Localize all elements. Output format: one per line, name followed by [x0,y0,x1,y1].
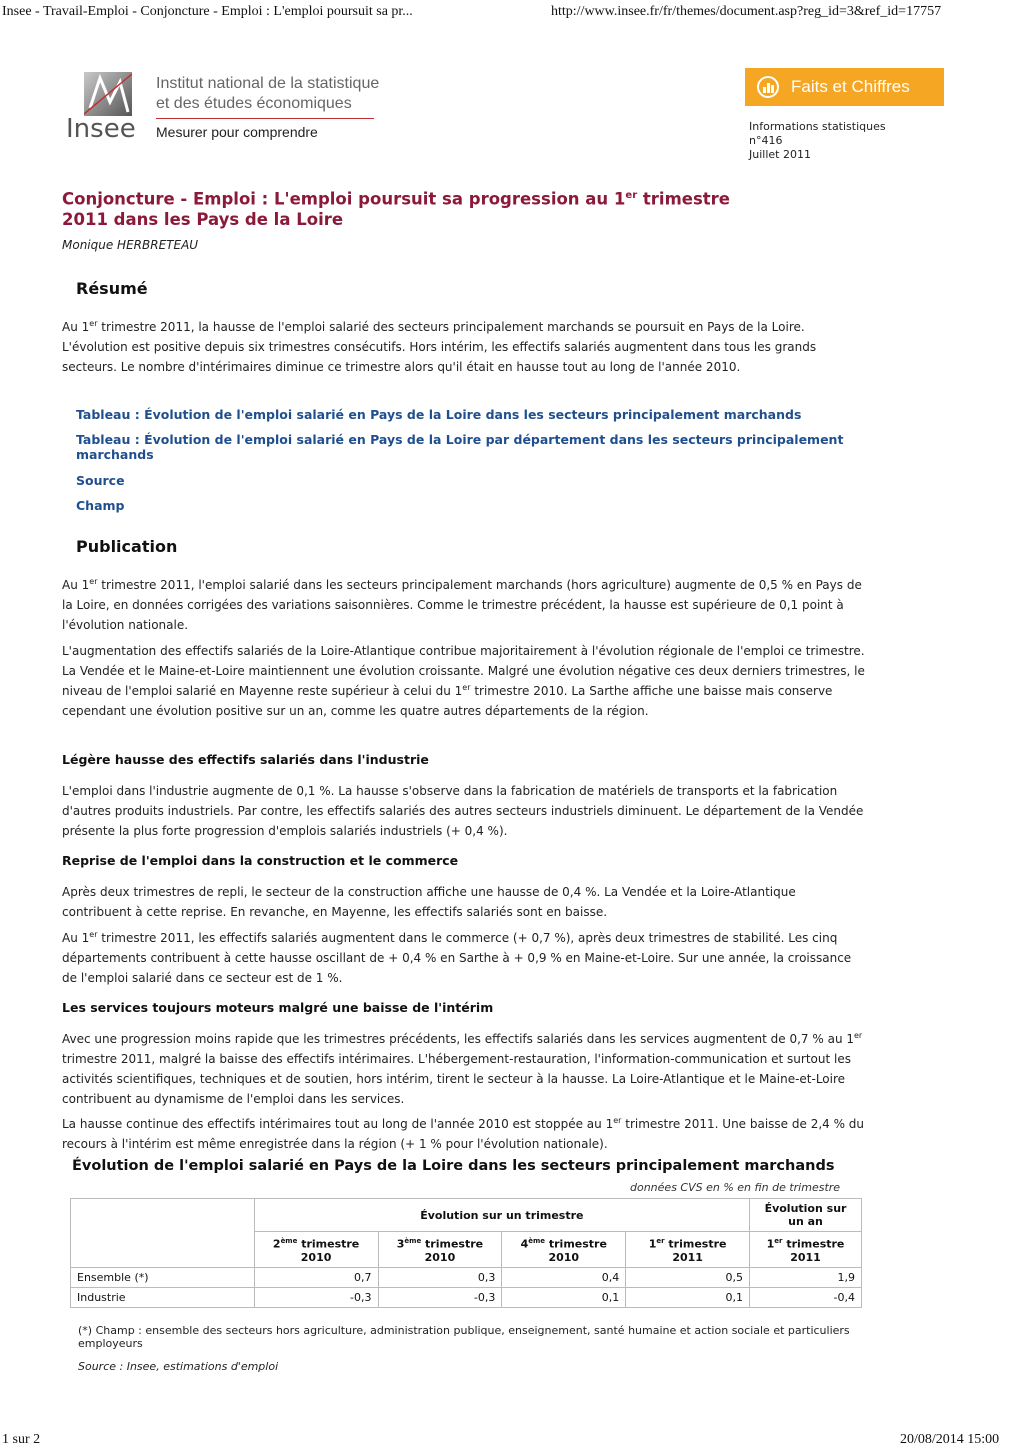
p1-sup: er [89,577,98,586]
table-cell: 0,5 [626,1267,750,1287]
column-header-part: 2 [272,1237,281,1251]
column-header-part: trimestre [664,1237,727,1251]
paragraph-industrie: L'emploi dans l'industrie augmente de 0,1 %. La hausse s'observe dans la fabrication de matériels de transports et la fabrication d'autres produits industriels. Par contre, les effectifs salariés des autres secteurs industriels diminuent. Le département de la Vendée présente la plus forte progression d'emplois salariés industriels (+ 0,4 %). [62,784,864,838]
table-cell: 0,7 [254,1267,378,1287]
table-cell: -0,3 [254,1287,378,1307]
page-title-line2: 2011 dans les Pays de la Loire [62,209,344,229]
p1-text-b: trimestre 2011, l'emploi salarié dans les secteurs principalement marchands (hors agriculture) augmente de 0,5 % en Pays de la Loire, en données corrigées des variations saisonnières. Comme le trimestre précédent, la hausse est supérieure de 0,1 point à l'évolution nationale. [62,578,862,632]
column-header [502,1232,626,1268]
paragraph-interim [62,1114,868,1154]
column-header-part: 4 [520,1237,529,1251]
p7-text-b: trimestre 2011. Une baisse de 2,4 % du recours à l'intérim est même enregistrée dans la région (+ 1 % pour l'évolution nationale). [62,1117,865,1151]
author: Monique HERBRETEAU [62,238,199,252]
table-cell: -0,3 [378,1287,502,1307]
column-header-part: ème [528,1237,546,1245]
table-cell: 0,1 [626,1287,750,1307]
column-header [750,1232,862,1268]
p5-sup: er [89,930,98,939]
column-header-part: 2011 [790,1250,821,1264]
insee-logo-mark-icon [84,72,132,116]
faits-chiffres-badge[interactable] [745,68,944,106]
table-title: Évolution de l'emploi salarié en Pays de la Loire dans les secteurs principalement marchands [72,1158,835,1174]
institute-name-line1: Institut national de la statistique [156,75,380,92]
column-header [626,1232,750,1268]
row-label: Ensemble (*) [71,1267,255,1287]
column-header-part: trimestre [782,1237,845,1251]
heading-construction: Reprise de l'emploi dans la construction et le commerce [62,853,459,868]
heading-industrie: Légère hausse des effectifs salariés dans l'industrie [62,752,429,767]
page-title-sup: er [625,190,638,201]
publication-number: n°416 [749,134,783,147]
table-row [71,1267,862,1287]
institute-rule [156,118,374,119]
table-unit-note: données CVS en % en fin de trimestre [630,1181,841,1194]
p6-text-a: Avec une progression moins rapide que les trimestres précédents, les effectifs salariés dans les services augmentent de 0,7 % au 1 [62,1032,854,1046]
p5-text-a: Au 1 [62,931,90,945]
page-title-part2: trimestre [637,189,730,209]
p2-text-b: trimestre 2010. La Sarthe affiche une baisse mais conserve cependant une évolution positive sur un an, comme les quatre autres départements de la région. [62,684,833,718]
link-source[interactable]: Source [76,473,125,488]
column-header-part: 2010 [548,1250,580,1264]
insee-logo[interactable] [66,68,138,142]
column-header-part: trimestre [545,1237,607,1251]
print-header-title: Insee - Travail-Emploi - Conjoncture - Emploi : L'emploi poursuit sa pr... [2,4,413,19]
link-champ[interactable]: Champ [76,498,125,513]
column-header-part: er [774,1237,783,1245]
p7-sup: er [613,1116,622,1125]
header-group-year: Évolution sur un an [750,1199,862,1232]
paragraph-services [62,1029,868,1109]
link-table-sectors[interactable]: Tableau : Évolution de l'emploi salarié en Pays de la Loire dans les secteurs principalement marchands [76,407,802,422]
resume-sup: er [89,319,98,328]
print-footer-date: 20/08/2014 15:00 [900,1432,1000,1447]
publication-heading: Publication [76,537,178,556]
table-source: Source : Insee, estimations d'emploi [78,1360,279,1373]
publication-paragraph-1 [62,575,868,635]
column-header-part: 1 [648,1237,657,1251]
publication-date: Juillet 2011 [749,148,811,161]
column-header-part: 2011 [672,1250,703,1264]
table-header-row-group [71,1199,862,1232]
table-body [71,1267,862,1307]
column-header-part: ème [404,1237,422,1245]
tagline: Mesurer pour comprendre [156,124,318,140]
table-cell: -0,4 [750,1287,862,1307]
heading-services: Les services toujours moteurs malgré une baisse de l'intérim [62,1000,494,1015]
column-header-part: trimestre [297,1237,360,1251]
header-group-quarter: Évolution sur un trimestre [254,1199,749,1232]
resume-heading: Résumé [76,279,148,298]
row-label: Industrie [71,1287,255,1307]
p6-sup: er [854,1031,863,1040]
table-row [71,1287,862,1307]
column-header-part: trimestre [421,1237,484,1251]
column-header-part: 3 [396,1237,405,1251]
resume-text-b: trimestre 2011, la hausse de l'emploi salarié des secteurs principalement marchands se poursuit en Pays de la Loire. L'évolution est positive depuis six trimestres consécutifs. Hors intérim, les effectifs salariés augmentent dans tous les grands secteurs. Le nombre d'intérimaires diminue ce trimestre alors qu'il était en hausse tout au long de l'année 2010. [62,320,817,374]
column-header-part: 2010 [424,1250,456,1264]
insee-logo-word: Insee [66,114,136,144]
institute-name-line2: et des études économiques [156,95,352,112]
table-cell: 0,1 [502,1287,626,1307]
table-cell: 1,9 [750,1267,862,1287]
table-footnote: (*) Champ : ensemble des secteurs hors agriculture, administration publique, enseignement, santé humaine et action sociale et particuliers employeurs [78,1324,850,1350]
publication-paragraph-2 [62,641,868,721]
column-header [254,1232,378,1268]
publication-info [749,120,886,162]
column-header-part: er [656,1237,665,1245]
p6-text-b: trimestre 2011, malgré la baisse des effectifs intérimaires. L'hébergement-restauration, l'information-communication et surtout les activités scientifiques, techniques et de soutien, hors intérim, tirent le secteur à la hausse. La Loire-Atlantique et le Maine-et-Loire contribuent au dynamisme de l'emploi dans les services. [62,1052,851,1106]
column-header-part: 2010 [300,1250,332,1264]
resume-text-a: Au 1 [62,320,90,334]
employment-table [70,1198,862,1308]
paragraph-construction: Après deux trimestres de repli, le secteur de la construction affiche une hausse de 0,4 %. La Vendée et la Loire-Atlantique contribuent à cette reprise. En revanche, en Mayenne, les effectifs salariés sont en baisse. [62,885,796,919]
column-header-part: ème [280,1237,298,1245]
page-title-part1: Conjoncture - Emploi : L'emploi poursuit sa progression au 1 [62,189,626,209]
print-header-url: http://www.insee.fr/fr/themes/document.asp?reg_id=3&ref_id=17757 [551,4,942,19]
table-cell: 0,3 [378,1267,502,1287]
page-title [62,186,782,230]
p2-text-a: L'augmentation des effectifs salariés de la Loire-Atlantique contribue majoritairement à l'évolution régionale de l'emploi ce trimestre. La Vendée et le Maine-et-Loire maintiennent une évolution croissante. Malgré une évolution négative ces deux derniers trimestres, le niveau de l'emploi salarié en Mayenne reste supérieur à celui du 1 [62,644,865,698]
print-footer-page: 1 sur 2 [2,1432,41,1447]
p1-text-a: Au 1 [62,578,90,592]
chart-figures-icon [755,74,781,100]
publication-series: Informations statistiques [749,120,886,133]
paragraph-commerce [62,928,868,988]
p7-text-a: La hausse continue des effectifs intérimaires tout au long de l'année 2010 est stoppée au 1 [62,1117,614,1131]
p5-text-b: trimestre 2011, les effectifs salariés augmentent dans le commerce (+ 0,7 %), après deux trimestres de stabilité. Les cinq départements contribuent à cette hausse oscillant de + 0,4 % en Sarthe à + 0,9 % en Maine-et-Loire. Sur une année, la croissance de l'emploi salarié dans ce secteur est de 1 %. [62,931,852,985]
column-header [378,1232,502,1268]
faits-chiffres-label: Faits et Chiffres [791,77,910,96]
column-header-part: 1 [766,1237,775,1251]
p2-sup: er [462,683,471,692]
table-cell: 0,4 [502,1267,626,1287]
print-header [0,2,1024,22]
resume-paragraph [62,317,868,377]
institute-name [156,74,379,114]
insee-logo-mark [84,72,132,116]
table-corner [71,1199,255,1268]
link-table-departments[interactable]: Tableau : Évolution de l'emploi salarié en Pays de la Loire par département dans les secteurs principalement marchands [76,432,844,462]
